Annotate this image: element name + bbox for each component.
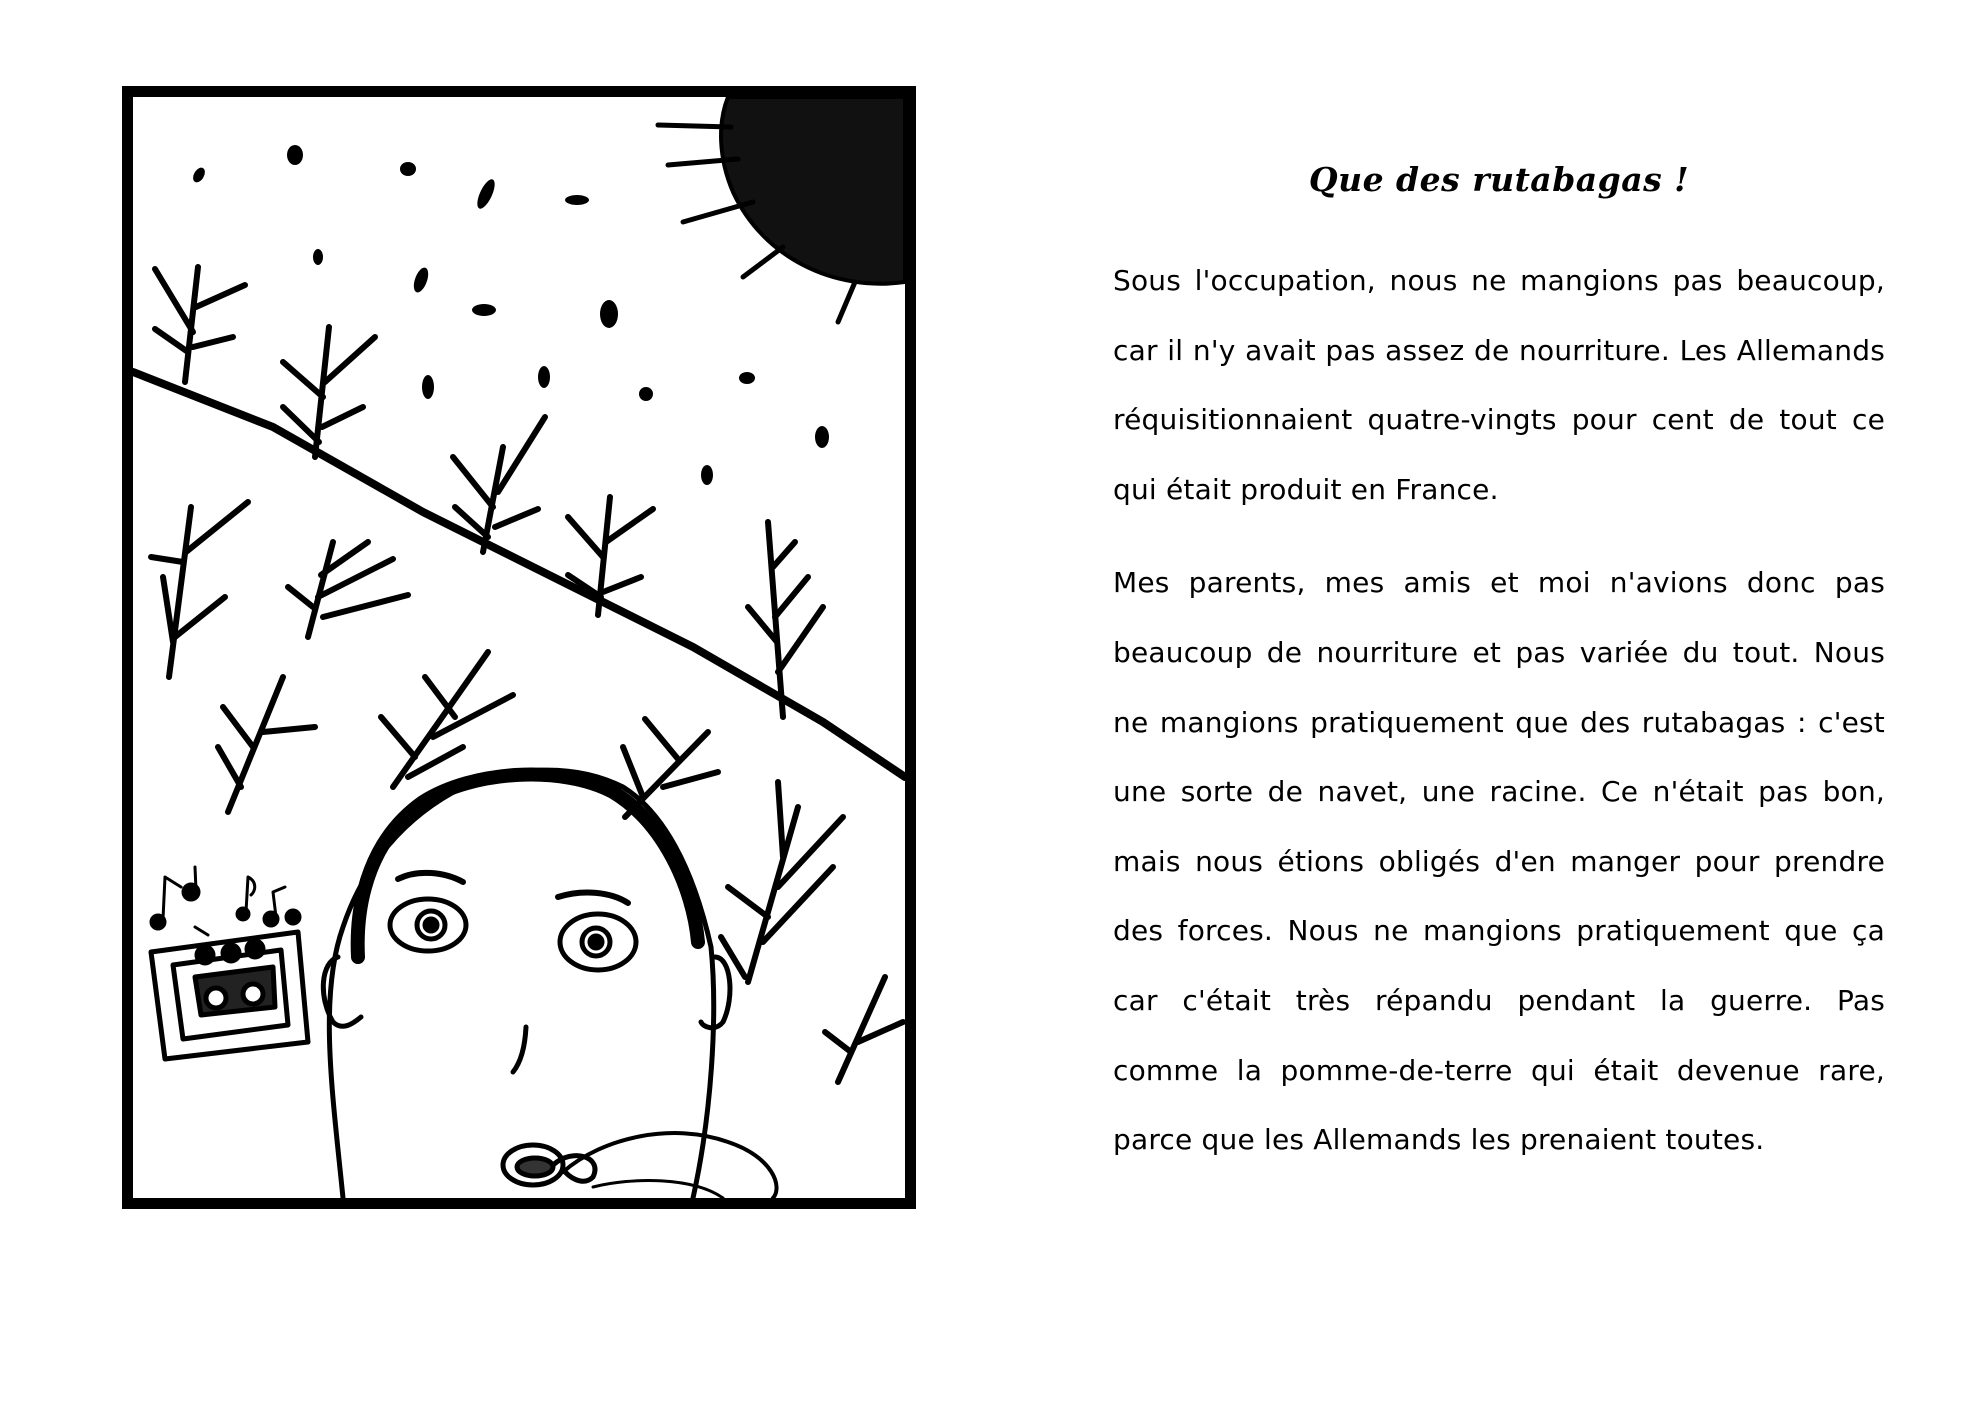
drawing-canvas <box>133 97 905 1198</box>
hill-line <box>133 372 905 777</box>
story-title: Que des rutabagas ! <box>1308 160 1690 199</box>
music-notes-icon <box>151 867 300 935</box>
child-drawing-illustration <box>122 86 916 1209</box>
story-paragraph-2: Mes parents, mes amis et moi n'avions donc pas beaucoup de nourriture et pas variée du tout. Nous ne mangions pratiquement que des rutabagas : c'est une sorte de navet, une racine. Ce n'était pas bon, mais nous étions obligés d'en manger pour prendre des forces. Nous ne mangions pratiquement que ça car c'était très répandu pendant la guerre. Pas comme la pomme-de-terre qui était devenue rare, parce que les Allemands les prenaient toutes. <box>1113 566 1885 1157</box>
radio-icon <box>151 932 308 1059</box>
story-paragraph-1: Sous l'occupation, nous ne mangions pas beaucoup, car il n'y avait pas assez de nourriture. Les Allemands réquisitionnaient quatre-vingts pour cent de tout ce qui était produit en France. <box>1113 264 1885 506</box>
boy-face <box>323 770 776 1198</box>
story-text-column <box>1113 150 1885 1199</box>
bare-trees <box>151 267 903 1082</box>
sun-icon <box>658 97 905 322</box>
